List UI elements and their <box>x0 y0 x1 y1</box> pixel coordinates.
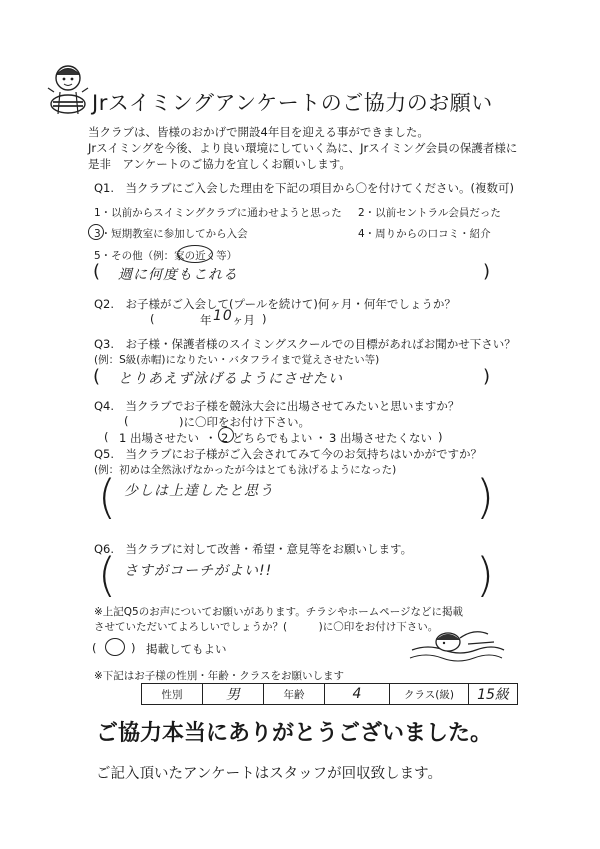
q3-question: Q3. お子様・保護者様のスイミングスクールでの目標があればお聞かせ下さい？ <box>94 337 516 351</box>
intro-line-3: 是非 アンケートのご協力を宜しくお願いします。 <box>88 157 351 171</box>
q2-answer-months[interactable]: 10 <box>213 308 233 324</box>
gender-label: 性別 <box>142 684 203 705</box>
intro-line-1: 当クラブは、皆様のおかげで開設4年目を迎える事ができました。 <box>88 125 429 139</box>
q6-question: Q6. 当クラブに対して改善・希望・意見等をお願いします。 <box>94 542 413 556</box>
q1-option-other: 5・その他（例：家の近く等） <box>94 250 238 262</box>
consent-line-1: ※上記Q5のお声についてお願いがあります。チラシやホームページなどに掲載 <box>94 606 463 618</box>
footer-note: ご記入頂いたアンケートはスタッフが回収致します。 <box>96 766 442 782</box>
q3-example: (例：S級(赤帽)になりたい・バタフライまで覚えさせたい等) <box>94 354 380 366</box>
q4-separator-2: ・ <box>315 431 327 445</box>
q6-close-paren: ) <box>476 548 494 602</box>
q6-open-paren: ( <box>98 548 116 602</box>
q4-option-2: 2 どちらでもよい <box>221 431 313 445</box>
q4-question: Q4. 当クラブでお子様を競泳大会に出場させてみたいと思いますか？ <box>94 399 460 413</box>
q1-option-1: 1・以前からスイミングクラブに通わせようと思った <box>94 207 342 219</box>
q4-separator-1: ・ <box>205 431 217 445</box>
q2-open-paren: ( <box>150 312 155 326</box>
q1-other-example-circle <box>177 245 213 263</box>
page-title: Jrスイミングアンケートのご協力のお願い <box>92 91 493 115</box>
gender-value[interactable]: 男 <box>203 684 264 705</box>
q2-question: Q2. お子様がご入会して(プールを続けて)何ヶ月・何年でしょうか？ <box>94 297 456 311</box>
class-value[interactable]: 15級 <box>469 684 518 705</box>
class-label: クラス(級) <box>390 684 469 705</box>
q4-instruction: )に〇印をお付け下さい。 <box>156 415 310 429</box>
q1-option-4: 4・周りからの口コミ・紹介 <box>358 228 491 240</box>
consent-open-paren: ( <box>92 641 97 655</box>
q5-example: (例：初めは全然泳げなかったが今はとても泳げるようになった) <box>94 464 397 476</box>
q5-answer[interactable]: 少しは上達したと思う <box>124 483 274 499</box>
q5-close-paren: ) <box>476 470 494 524</box>
q1-option-3: 3・短期教室に参加してから入会 <box>94 228 248 240</box>
q2-month-unit: ヶ月 <box>232 313 255 327</box>
q4-open-paren: ( <box>124 414 129 428</box>
mascot-swimmer-illustration <box>44 62 92 122</box>
q5-question: Q5. 当クラブにお子様がご入会されてみて今のお気持ちはいかがですか？ <box>94 447 483 461</box>
q6-answer[interactable]: さすがコーチがよい!! <box>124 563 273 579</box>
consent-line-2: させていただいてよろしいでしょうか？( )に〇印をお付け下さい。 <box>94 621 439 633</box>
q4-options-close-paren: ) <box>438 430 443 444</box>
consent-label: 掲載してもよい <box>146 642 227 656</box>
q1-open-paren: ( <box>93 261 101 282</box>
q4-option-1: 1 出場させたい <box>119 431 199 445</box>
q1-option-2: 2・以前セントラル会員だった <box>358 207 501 219</box>
age-value[interactable]: 4 <box>325 684 390 705</box>
age-label: 年齢 <box>264 684 325 705</box>
consent-selected-circle <box>105 638 125 656</box>
swimmer-illustration <box>408 620 506 664</box>
q1-question: Q1. 当クラブにご入会した理由を下記の項目から〇を付けてください。(複数可) <box>94 181 514 195</box>
q1-answer[interactable]: 週に何度もこれる <box>118 267 238 283</box>
q4-option-3: 3 出場させたくない <box>329 431 432 445</box>
thanks-message: ご協力本当にありがとうございました。 <box>96 721 493 746</box>
q3-close-paren: ) <box>483 366 491 387</box>
q5-open-paren: ( <box>98 470 116 524</box>
q4-options-open-paren: ( <box>104 430 109 444</box>
profile-note: ※下記はお子様の性別・年齢・クラスをお願いします <box>94 670 344 682</box>
q3-open-paren: ( <box>93 366 101 387</box>
q1-close-paren: ) <box>483 261 491 282</box>
profile-table <box>141 683 518 705</box>
q3-answer[interactable]: とりあえず泳げるようにさせたい <box>118 371 343 387</box>
q2-close-paren: ) <box>262 312 267 326</box>
intro-line-2: Jrスイミングを今後、より良い環境にしていく為に、Jrスイミング会員の保護者様に <box>88 141 518 155</box>
q2-year-unit: 年 <box>200 313 212 327</box>
consent-close-paren: ) <box>131 641 136 655</box>
